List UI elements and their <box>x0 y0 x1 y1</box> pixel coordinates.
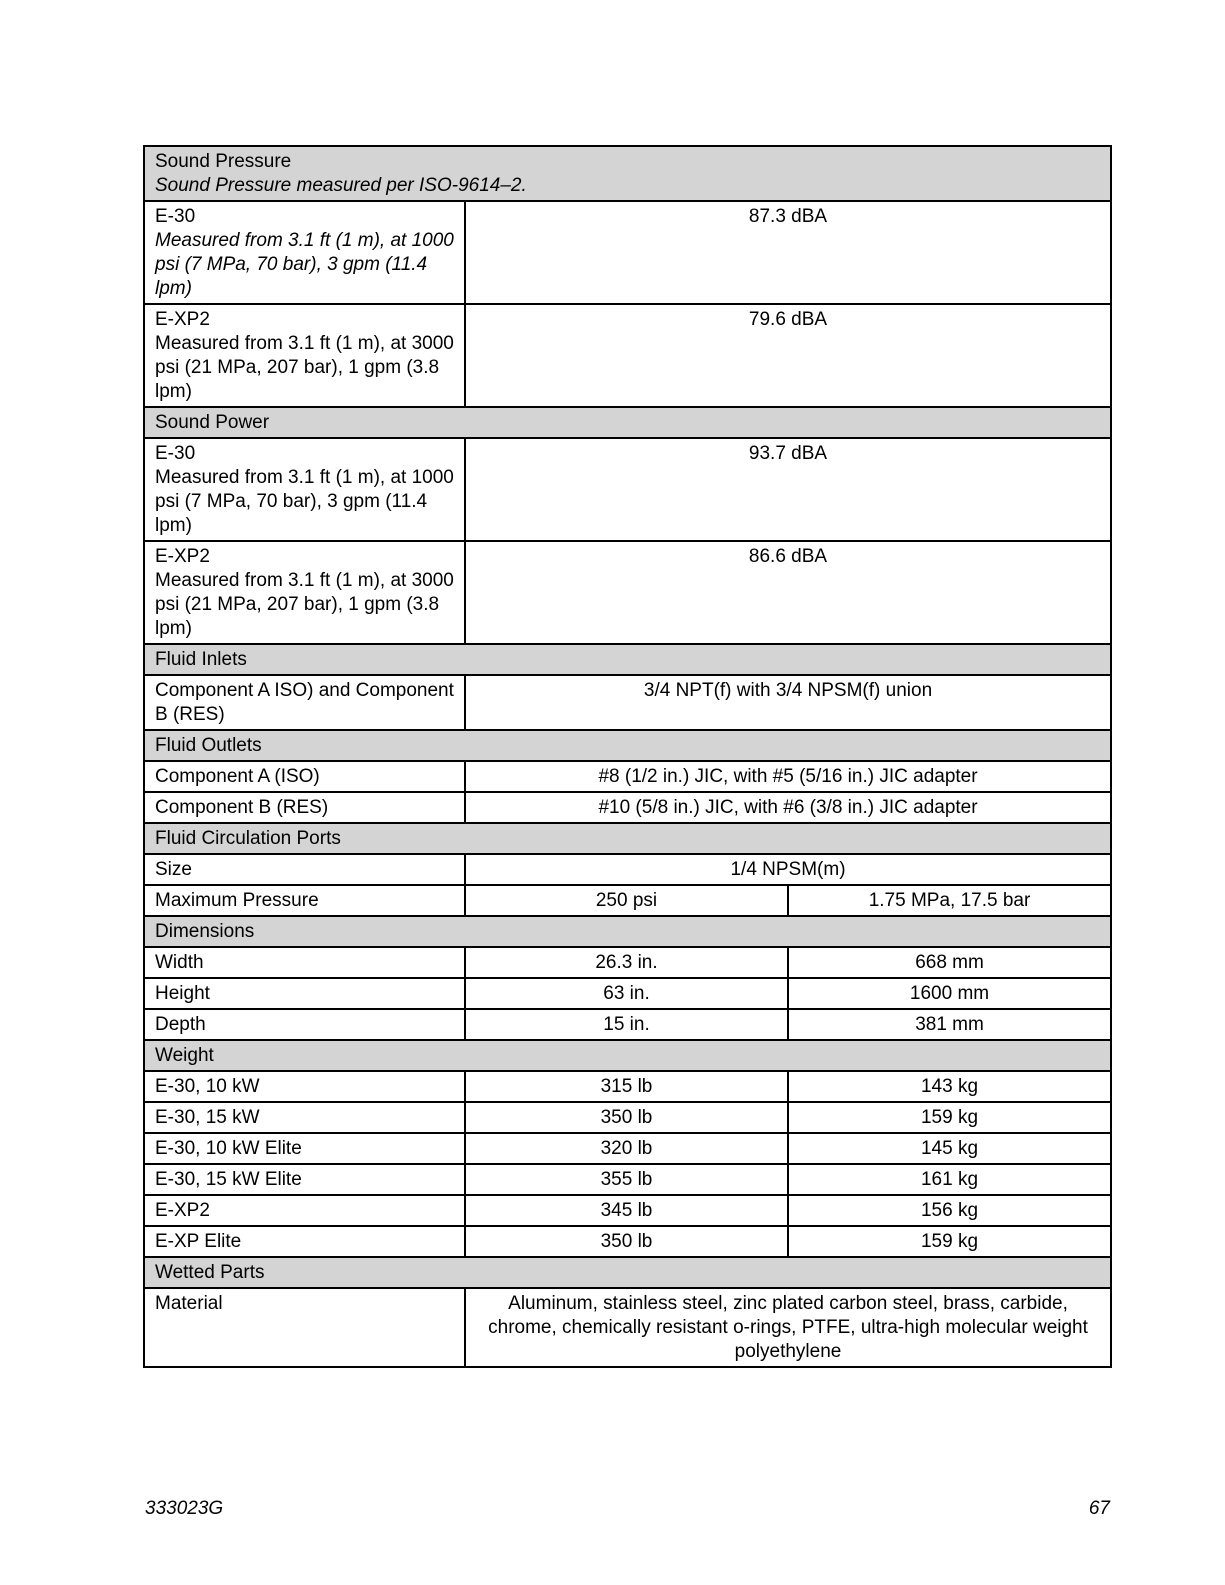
table-row <box>144 438 1111 541</box>
row-label: E-30, 10 kW Elite <box>155 1138 302 1159</box>
row-value: 87.3 dBA <box>465 201 1111 304</box>
section-header-cell <box>144 1257 1111 1288</box>
row-label-cell <box>144 1195 465 1226</box>
row-label: E-XP2 <box>155 546 210 567</box>
row-label: E-XP2 <box>155 309 210 330</box>
section-header-cell <box>144 407 1111 438</box>
row-value: Aluminum, stainless steel, zinc plated carbon steel, brass, carbide, chrome, chemically resistant o-rings, PTFE, ultra-high molecular weight polyethylene <box>465 1288 1111 1367</box>
section-header-cell <box>144 1040 1111 1071</box>
table-row <box>144 854 1111 885</box>
section-header <box>144 1257 1111 1288</box>
table-row <box>144 978 1111 1009</box>
row-label: E-XP Elite <box>155 1231 242 1252</box>
row-label-cell <box>144 1288 465 1367</box>
row-label-cell <box>144 1133 465 1164</box>
section-header-cell <box>144 730 1111 761</box>
table-row <box>144 1226 1111 1257</box>
row-value-us: 26.3 in. <box>465 947 788 978</box>
row-value-metric: 668 mm <box>788 947 1111 978</box>
row-label-cell <box>144 1102 465 1133</box>
section-title: Sound Power <box>155 412 270 433</box>
row-label-cell <box>144 675 465 730</box>
section-header <box>144 916 1111 947</box>
document-number: 333023G <box>145 1498 224 1519</box>
table-row <box>144 1009 1111 1040</box>
row-value-us: 345 lb <box>465 1195 788 1226</box>
row-label-cell <box>144 1009 465 1040</box>
table-row <box>144 1133 1111 1164</box>
row-label: Maximum Pressure <box>155 890 319 911</box>
row-label-cell <box>144 541 465 644</box>
section-title: Fluid Inlets <box>155 649 247 670</box>
row-label: E-30, 10 kW <box>155 1076 260 1097</box>
table-row <box>144 761 1111 792</box>
section-header-cell <box>144 823 1111 854</box>
row-label: E-XP2 <box>155 1200 210 1221</box>
row-label-cell <box>144 978 465 1009</box>
row-label: Height <box>155 983 210 1004</box>
table-row <box>144 947 1111 978</box>
section-subtitle: Sound Pressure measured per ISO-9614–2. <box>155 175 527 196</box>
row-value-metric: 1.75 MPa, 17.5 bar <box>788 885 1111 916</box>
section-title: Weight <box>155 1045 214 1066</box>
row-value-us: 355 lb <box>465 1164 788 1195</box>
row-value-us: 320 lb <box>465 1133 788 1164</box>
row-value-metric: 381 mm <box>788 1009 1111 1040</box>
row-value-us: 315 lb <box>465 1071 788 1102</box>
row-value: 86.6 dBA <box>465 541 1111 644</box>
section-header-cell <box>144 916 1111 947</box>
row-value: 3/4 NPT(f) with 3/4 NPSM(f) union <box>465 675 1111 730</box>
row-label-cell <box>144 438 465 541</box>
table-row <box>144 1102 1111 1133</box>
row-label-cell <box>144 1164 465 1195</box>
table-row <box>144 1164 1111 1195</box>
row-value-us: 350 lb <box>465 1102 788 1133</box>
row-label-cell <box>144 854 465 885</box>
row-value: #10 (5/8 in.) JIC, with #6 (3/8 in.) JIC adapter <box>465 792 1111 823</box>
row-label-cell <box>144 761 465 792</box>
row-note: Measured from 3.1 ft (1 m), at 3000 psi (21 MPa, 207 bar), 1 gpm (3.8 lpm) <box>155 333 454 402</box>
table-row <box>144 675 1111 730</box>
section-header <box>144 407 1111 438</box>
section-header <box>144 146 1111 201</box>
section-header <box>144 730 1111 761</box>
row-label: Material <box>155 1293 223 1314</box>
row-value-metric: 143 kg <box>788 1071 1111 1102</box>
row-note: Measured from 3.1 ft (1 m), at 1000 psi (7 MPa, 70 bar), 3 gpm (11.4 lpm) <box>155 467 454 536</box>
row-value-us: 15 in. <box>465 1009 788 1040</box>
section-title: Sound Pressure <box>155 151 292 172</box>
row-value-metric: 161 kg <box>788 1164 1111 1195</box>
row-label-cell <box>144 947 465 978</box>
row-value-metric: 145 kg <box>788 1133 1111 1164</box>
table-row <box>144 201 1111 304</box>
row-label: Component A ISO) and Component B (RES) <box>155 680 454 725</box>
row-label-cell <box>144 1071 465 1102</box>
row-label: Component B (RES) <box>155 797 329 818</box>
row-label: E-30, 15 kW Elite <box>155 1169 302 1190</box>
row-value-metric: 159 kg <box>788 1102 1111 1133</box>
section-title: Dimensions <box>155 921 255 942</box>
table-row <box>144 1071 1111 1102</box>
row-label: Component A (ISO) <box>155 766 320 787</box>
row-value-us: 250 psi <box>465 885 788 916</box>
table-row <box>144 541 1111 644</box>
row-value: #8 (1/2 in.) JIC, with #5 (5/16 in.) JIC adapter <box>465 761 1111 792</box>
section-header-cell <box>144 644 1111 675</box>
section-header <box>144 823 1111 854</box>
row-label-cell <box>144 304 465 407</box>
page-number: 67 <box>1088 1498 1110 1519</box>
row-note: Measured from 3.1 ft (1 m), at 1000 psi (7 MPa, 70 bar), 3 gpm (11.4 lpm) <box>155 230 454 299</box>
section-title: Fluid Circulation Ports <box>155 828 341 849</box>
section-header <box>144 1040 1111 1071</box>
row-value: 79.6 dBA <box>465 304 1111 407</box>
row-value-us: 350 lb <box>465 1226 788 1257</box>
row-label: E-30 <box>155 443 196 464</box>
table-row <box>144 1195 1111 1226</box>
row-note: Measured from 3.1 ft (1 m), at 3000 psi (21 MPa, 207 bar), 1 gpm (3.8 lpm) <box>155 570 454 639</box>
row-value-metric: 156 kg <box>788 1195 1111 1226</box>
row-value-metric: 159 kg <box>788 1226 1111 1257</box>
row-label-cell <box>144 1226 465 1257</box>
row-label-cell <box>144 885 465 916</box>
section-title: Wetted Parts <box>155 1262 265 1283</box>
row-label: E-30, 15 kW <box>155 1107 260 1128</box>
row-label: Size <box>155 859 192 880</box>
section-header-cell <box>144 146 1111 201</box>
row-label: Depth <box>155 1014 206 1035</box>
table-row <box>144 885 1111 916</box>
row-label: Width <box>155 952 204 973</box>
section-title: Fluid Outlets <box>155 735 262 756</box>
specifications-table <box>143 145 1112 1368</box>
row-label-cell <box>144 201 465 304</box>
row-value: 1/4 NPSM(m) <box>465 854 1111 885</box>
row-value-us: 63 in. <box>465 978 788 1009</box>
row-value: 93.7 dBA <box>465 438 1111 541</box>
row-label-cell <box>144 792 465 823</box>
row-label: E-30 <box>155 206 196 227</box>
table-row <box>144 1288 1111 1367</box>
table-row <box>144 792 1111 823</box>
table-row <box>144 304 1111 407</box>
row-value-metric: 1600 mm <box>788 978 1111 1009</box>
section-header <box>144 644 1111 675</box>
